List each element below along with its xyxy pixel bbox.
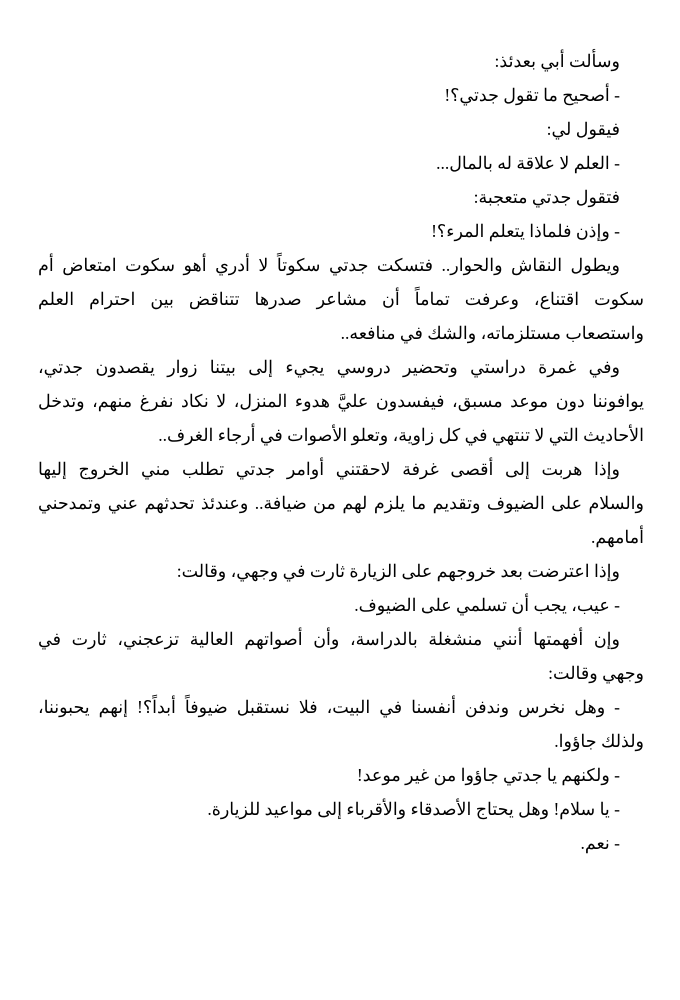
dialogue-line: - العلم لا علاقة له بالمال... bbox=[436, 153, 620, 173]
text-line: فيقول لي: bbox=[546, 119, 620, 139]
paragraph-line: ويطول النقاش والحوار.. فتسكت جدتي سكوتاً لا أدري أهو سكوت امتعاض أم bbox=[38, 255, 620, 275]
dialogue-line: - وإذن فلماذا يتعلم المرء؟! bbox=[431, 221, 620, 241]
paragraph-line: وإذا هربت إلى أقصى غرفة لاحقتني أوامر جدتي تطلب مني الخروج إليها bbox=[38, 459, 621, 479]
dialogue-line: - أصحيح ما تقول جدتي؟! bbox=[444, 85, 620, 105]
text-line: فتقول جدتي متعجبة: bbox=[473, 187, 620, 207]
paragraph-line: أمامهم. bbox=[590, 527, 644, 547]
paragraph-line: وفي غمرة دراستي وتحضير دروسي يجيء إلى بيتنا زوار يقصدون جدتي، bbox=[38, 357, 620, 377]
paragraph-line: واستصعاب مستلزماته، والشك في منافعه.. bbox=[340, 323, 644, 343]
page-text bbox=[38, 44, 644, 860]
dialogue-line: - ولكنهم يا جدتي جاؤوا من غير موعد! bbox=[356, 765, 620, 785]
paragraph-line: سكوت اقتناع، وعرفت تماماً أن مشاعر صدرها تتناقض بين احترام العلم bbox=[38, 289, 644, 309]
paragraph-line: وإذا اعترضت بعد خروجهم على الزيارة ثارت في وجهي، وقالت: bbox=[176, 561, 620, 581]
dialogue-line: - يا سلام! وهل يحتاج الأصدقاء والأقرباء إلى مواعيد للزيارة. bbox=[207, 799, 620, 819]
paragraph-line: وجهي وقالت: bbox=[548, 663, 644, 683]
paragraph-line: وإن أفهمتها أنني منشغلة بالدراسة، وأن أصواتهم العالية تزعجني، ثارت في bbox=[38, 629, 620, 649]
dialogue-line: - وهل نخرس وندفن أنفسنا في البيت، فلا نستقبل ضيوفاً أبداً؟! إنهم يحبوننا، bbox=[38, 697, 620, 717]
dialogue-line: ولذلك جاؤوا. bbox=[554, 731, 644, 751]
dialogue-line: - عيب، يجب أن تسلمي على الضيوف. bbox=[354, 595, 620, 615]
paragraph-line: والسلام على الضيوف وتقديم ما يلزم لهم من ضيافة.. وعندئذ تحدثهم عني وتمدحني bbox=[38, 493, 644, 513]
paragraph-line: الأحاديث التي لا تنتهي في كل زاوية، وتعلو الأصوات في أرجاء الغرف.. bbox=[158, 425, 644, 445]
paragraph-line: يوافوننا دون موعد مسبق، فيفسدون عليَّ هدوء المنزل، لا نكاد نفرغ منهم، وتدخل bbox=[38, 391, 644, 411]
text-line: وسألت أبي بعدئذ: bbox=[494, 51, 620, 71]
dialogue-line: - نعم. bbox=[580, 833, 620, 853]
